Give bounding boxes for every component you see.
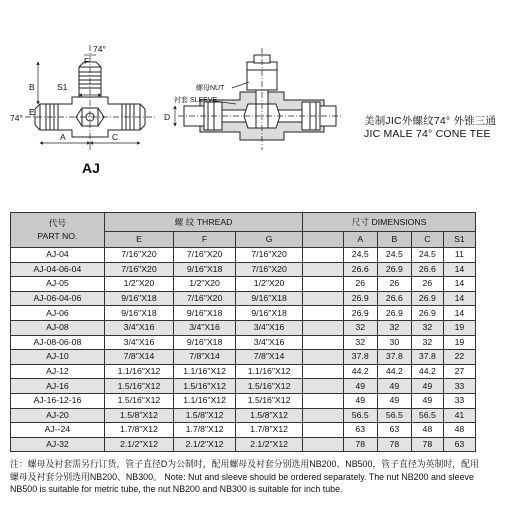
table-header-row-1 bbox=[11, 213, 476, 232]
cell-e: 9/16"X18 bbox=[104, 306, 173, 321]
cell-e: 3/4"X16 bbox=[104, 335, 173, 350]
cell-f: 7/8"X14 bbox=[174, 350, 236, 365]
cell-f: 2.1/2"X12 bbox=[174, 437, 236, 452]
cell-a: 32 bbox=[343, 335, 377, 350]
gap-cell bbox=[303, 364, 344, 379]
cell-g: 1.1/16"X12 bbox=[235, 364, 302, 379]
table-row bbox=[11, 335, 476, 350]
dim-B-label: B bbox=[29, 82, 35, 92]
note-chinese: 注：螺母及衬套需另行订货，管子直径D为公制时，配用螺母及衬套分别选用NB200、NB500，管子直径为英制时，配用螺母及衬套分别选用NB200、NB300。 bbox=[10, 459, 479, 482]
gap-cell bbox=[303, 291, 344, 306]
table-row bbox=[11, 262, 476, 277]
cell-a: 26.6 bbox=[343, 262, 377, 277]
cell-b: 26.6 bbox=[377, 291, 411, 306]
cell-f: 1.5/8"X12 bbox=[174, 408, 236, 423]
gap-cell bbox=[303, 277, 344, 292]
cell-b: 30 bbox=[377, 335, 411, 350]
table-row bbox=[11, 423, 476, 438]
dim-74-top-label: 74° bbox=[93, 44, 106, 54]
cell-part: AJ-10 bbox=[11, 350, 105, 365]
cell-c: 78 bbox=[411, 437, 443, 452]
cell-f: 1.5/16"X12 bbox=[174, 379, 236, 394]
table-row bbox=[11, 350, 476, 365]
cell-c: 32 bbox=[411, 320, 443, 335]
cell-e: 2.1/2"X12 bbox=[104, 437, 173, 452]
table-row bbox=[11, 408, 476, 423]
dim-A-label: A bbox=[60, 132, 66, 142]
technical-drawing bbox=[0, 0, 520, 210]
cell-c: 37.8 bbox=[411, 350, 443, 365]
cell-b: 44.2 bbox=[377, 364, 411, 379]
cell-f: 7/16"X20 bbox=[174, 248, 236, 263]
dim-C-label: C bbox=[112, 132, 119, 142]
cell-a: 78 bbox=[343, 437, 377, 452]
table-row bbox=[11, 277, 476, 292]
cell-e: 7/16"X20 bbox=[104, 248, 173, 263]
cell-a: 24.5 bbox=[343, 248, 377, 263]
cell-e: 1/2"X20 bbox=[104, 277, 173, 292]
cell-b: 37.8 bbox=[377, 350, 411, 365]
cell-part: AJ-04 bbox=[11, 248, 105, 263]
cell-b: 24.5 bbox=[377, 248, 411, 263]
cell-s1: 63 bbox=[443, 437, 475, 452]
cell-e: 1.7/8"X12 bbox=[104, 423, 173, 438]
cell-b: 78 bbox=[377, 437, 411, 452]
cell-g: 7/16"X20 bbox=[235, 248, 302, 263]
cell-g: 1/2"X20 bbox=[235, 277, 302, 292]
cell-s1: 14 bbox=[443, 262, 475, 277]
cell-a: 49 bbox=[343, 393, 377, 408]
product-title-chinese: 美制JIC外螺纹74° 外锥三通 bbox=[364, 115, 497, 127]
cell-b: 49 bbox=[377, 379, 411, 394]
drawing-svg bbox=[0, 0, 520, 210]
cell-s1: 11 bbox=[443, 248, 475, 263]
cell-g: 9/16"X18 bbox=[235, 291, 302, 306]
cell-a: 26.9 bbox=[343, 306, 377, 321]
cell-part: AJ-32 bbox=[11, 437, 105, 452]
dim-D-label: D bbox=[164, 112, 171, 122]
dim-S1-label: S1 bbox=[57, 82, 68, 92]
cell-b: 26 bbox=[377, 277, 411, 292]
cell-b: 26.9 bbox=[377, 262, 411, 277]
cell-f: 1.1/16"X12 bbox=[174, 393, 236, 408]
table-row bbox=[11, 393, 476, 408]
table-body bbox=[11, 248, 476, 452]
cell-a: 63 bbox=[343, 423, 377, 438]
cell-c: 26.9 bbox=[411, 306, 443, 321]
cell-s1: 19 bbox=[443, 335, 475, 350]
cell-g: 3/4"X16 bbox=[235, 320, 302, 335]
cell-s1: 33 bbox=[443, 393, 475, 408]
cell-s1: 27 bbox=[443, 364, 475, 379]
table-row bbox=[11, 320, 476, 335]
dimensions-table bbox=[10, 212, 476, 452]
cell-c: 26.6 bbox=[411, 262, 443, 277]
cell-a: 49 bbox=[343, 379, 377, 394]
gap-cell bbox=[303, 423, 344, 438]
cell-e: 7/16"X20 bbox=[104, 262, 173, 277]
cell-part: AJ--24 bbox=[11, 423, 105, 438]
part-no-header-cn: 代号 bbox=[48, 218, 67, 228]
cell-part: AJ-12 bbox=[11, 364, 105, 379]
sleeve-label: 衬套 SLEEVE bbox=[174, 97, 218, 104]
cell-f: 9/16"X18 bbox=[174, 335, 236, 350]
cell-s1: 33 bbox=[443, 379, 475, 394]
table-row bbox=[11, 291, 476, 306]
cell-g: 7/16"X20 bbox=[235, 262, 302, 277]
table-row bbox=[11, 364, 476, 379]
table-row bbox=[11, 437, 476, 452]
dim-E-label: E bbox=[29, 107, 35, 117]
gap-cell bbox=[303, 335, 344, 350]
col-header-s1: S1 bbox=[443, 232, 475, 248]
col-header-f: F bbox=[174, 232, 236, 248]
cell-part: AJ-08-06-08 bbox=[11, 335, 105, 350]
part-no-header bbox=[11, 213, 105, 248]
cell-e: 1.5/16"X12 bbox=[104, 379, 173, 394]
cell-f: 1.7/8"X12 bbox=[174, 423, 236, 438]
cell-e: 9/16"X18 bbox=[104, 291, 173, 306]
cell-f: 3/4"X16 bbox=[174, 320, 236, 335]
cell-f: 7/16"X20 bbox=[174, 291, 236, 306]
col-header-gap bbox=[303, 232, 344, 248]
cell-c: 56.5 bbox=[411, 408, 443, 423]
cell-e: 1.1/16"X12 bbox=[104, 364, 173, 379]
cell-part: AJ-16 bbox=[11, 379, 105, 394]
cell-a: 26.9 bbox=[343, 291, 377, 306]
cell-s1: 19 bbox=[443, 320, 475, 335]
gap-cell bbox=[303, 437, 344, 452]
cell-s1: 14 bbox=[443, 291, 475, 306]
col-header-a: A bbox=[343, 232, 377, 248]
col-header-g: G bbox=[235, 232, 302, 248]
cell-part: AJ-05 bbox=[11, 277, 105, 292]
col-header-e: E bbox=[104, 232, 173, 248]
gap-cell bbox=[303, 379, 344, 394]
gap-cell bbox=[303, 320, 344, 335]
cell-s1: 14 bbox=[443, 277, 475, 292]
cell-a: 37.8 bbox=[343, 350, 377, 365]
cell-e: 1.5/8"X12 bbox=[104, 408, 173, 423]
gap-cell bbox=[303, 262, 344, 277]
cell-e: 3/4"X16 bbox=[104, 320, 173, 335]
cell-part: AJ-06-04-06 bbox=[11, 291, 105, 306]
cell-c: 24.5 bbox=[411, 248, 443, 263]
cell-g: 1.5/16"X12 bbox=[235, 393, 302, 408]
cell-c: 26 bbox=[411, 277, 443, 292]
dim-F-label: F bbox=[84, 56, 90, 66]
cell-c: 49 bbox=[411, 379, 443, 394]
cell-e: 1.5/16"X12 bbox=[104, 393, 173, 408]
gap-cell bbox=[303, 350, 344, 365]
cell-g: 1.5/16"X12 bbox=[235, 379, 302, 394]
cell-a: 56.5 bbox=[343, 408, 377, 423]
table-row bbox=[11, 306, 476, 321]
cell-c: 26.9 bbox=[411, 291, 443, 306]
tee-dimension-lines bbox=[25, 45, 155, 150]
cell-c: 32 bbox=[411, 335, 443, 350]
gap-cell bbox=[303, 393, 344, 408]
cell-s1: 14 bbox=[443, 306, 475, 321]
cell-b: 32 bbox=[377, 320, 411, 335]
cell-b: 63 bbox=[377, 423, 411, 438]
cell-part: AJ-20 bbox=[11, 408, 105, 423]
cell-b: 56.5 bbox=[377, 408, 411, 423]
cell-part: AJ-04-06-04 bbox=[11, 262, 105, 277]
cell-c: 48 bbox=[411, 423, 443, 438]
cell-g: 1.5/8"X12 bbox=[235, 408, 302, 423]
cell-g: 9/16"X18 bbox=[235, 306, 302, 321]
table-row bbox=[11, 379, 476, 394]
cell-g: 1.7/8"X12 bbox=[235, 423, 302, 438]
cell-b: 49 bbox=[377, 393, 411, 408]
product-title-english: JIC MALE 74° CONE TEE bbox=[364, 128, 491, 140]
cell-s1: 48 bbox=[443, 423, 475, 438]
cell-c: 49 bbox=[411, 393, 443, 408]
col-header-b: B bbox=[377, 232, 411, 248]
table-row bbox=[11, 248, 476, 263]
cell-s1: 22 bbox=[443, 350, 475, 365]
cell-b: 26.9 bbox=[377, 306, 411, 321]
cell-s1: 41 bbox=[443, 408, 475, 423]
thread-header: 螺 纹 THREAD bbox=[104, 213, 302, 232]
cell-part: AJ-06 bbox=[11, 306, 105, 321]
cell-a: 44.2 bbox=[343, 364, 377, 379]
model-code: AJ bbox=[82, 160, 100, 176]
cell-g: 3/4"X16 bbox=[235, 335, 302, 350]
cell-f: 1.1/16"X12 bbox=[174, 364, 236, 379]
cell-f: 9/16"X18 bbox=[174, 306, 236, 321]
cell-a: 26 bbox=[343, 277, 377, 292]
cell-c: 44.2 bbox=[411, 364, 443, 379]
cell-part: AJ-08 bbox=[11, 320, 105, 335]
gap-cell bbox=[303, 408, 344, 423]
nut-label: 螺母NUT bbox=[196, 85, 225, 92]
cell-a: 32 bbox=[343, 320, 377, 335]
dimensions-header: 尺寸 DIMENSIONS bbox=[303, 213, 476, 232]
dim-74-left-label: 74° bbox=[10, 113, 23, 123]
cell-f: 9/16"X18 bbox=[174, 262, 236, 277]
cell-e: 7/8"X14 bbox=[104, 350, 173, 365]
cell-part: AJ-16-12-16 bbox=[11, 393, 105, 408]
cell-g: 7/8"X14 bbox=[235, 350, 302, 365]
part-no-header-en: PART NO. bbox=[37, 231, 78, 241]
cell-f: 1/2"X20 bbox=[174, 277, 236, 292]
order-note bbox=[10, 458, 480, 496]
cell-g: 2.1/2"X12 bbox=[235, 437, 302, 452]
col-header-c: C bbox=[411, 232, 443, 248]
note-english: Note: Nut and sleeve should be ordered separately. The nut NB200 and sleeve NB500 is suitable for metric tube, the nut NB200 and NB300 is suitable for inch tube. bbox=[10, 471, 474, 494]
gap-cell bbox=[303, 248, 344, 263]
gap-cell bbox=[303, 306, 344, 321]
